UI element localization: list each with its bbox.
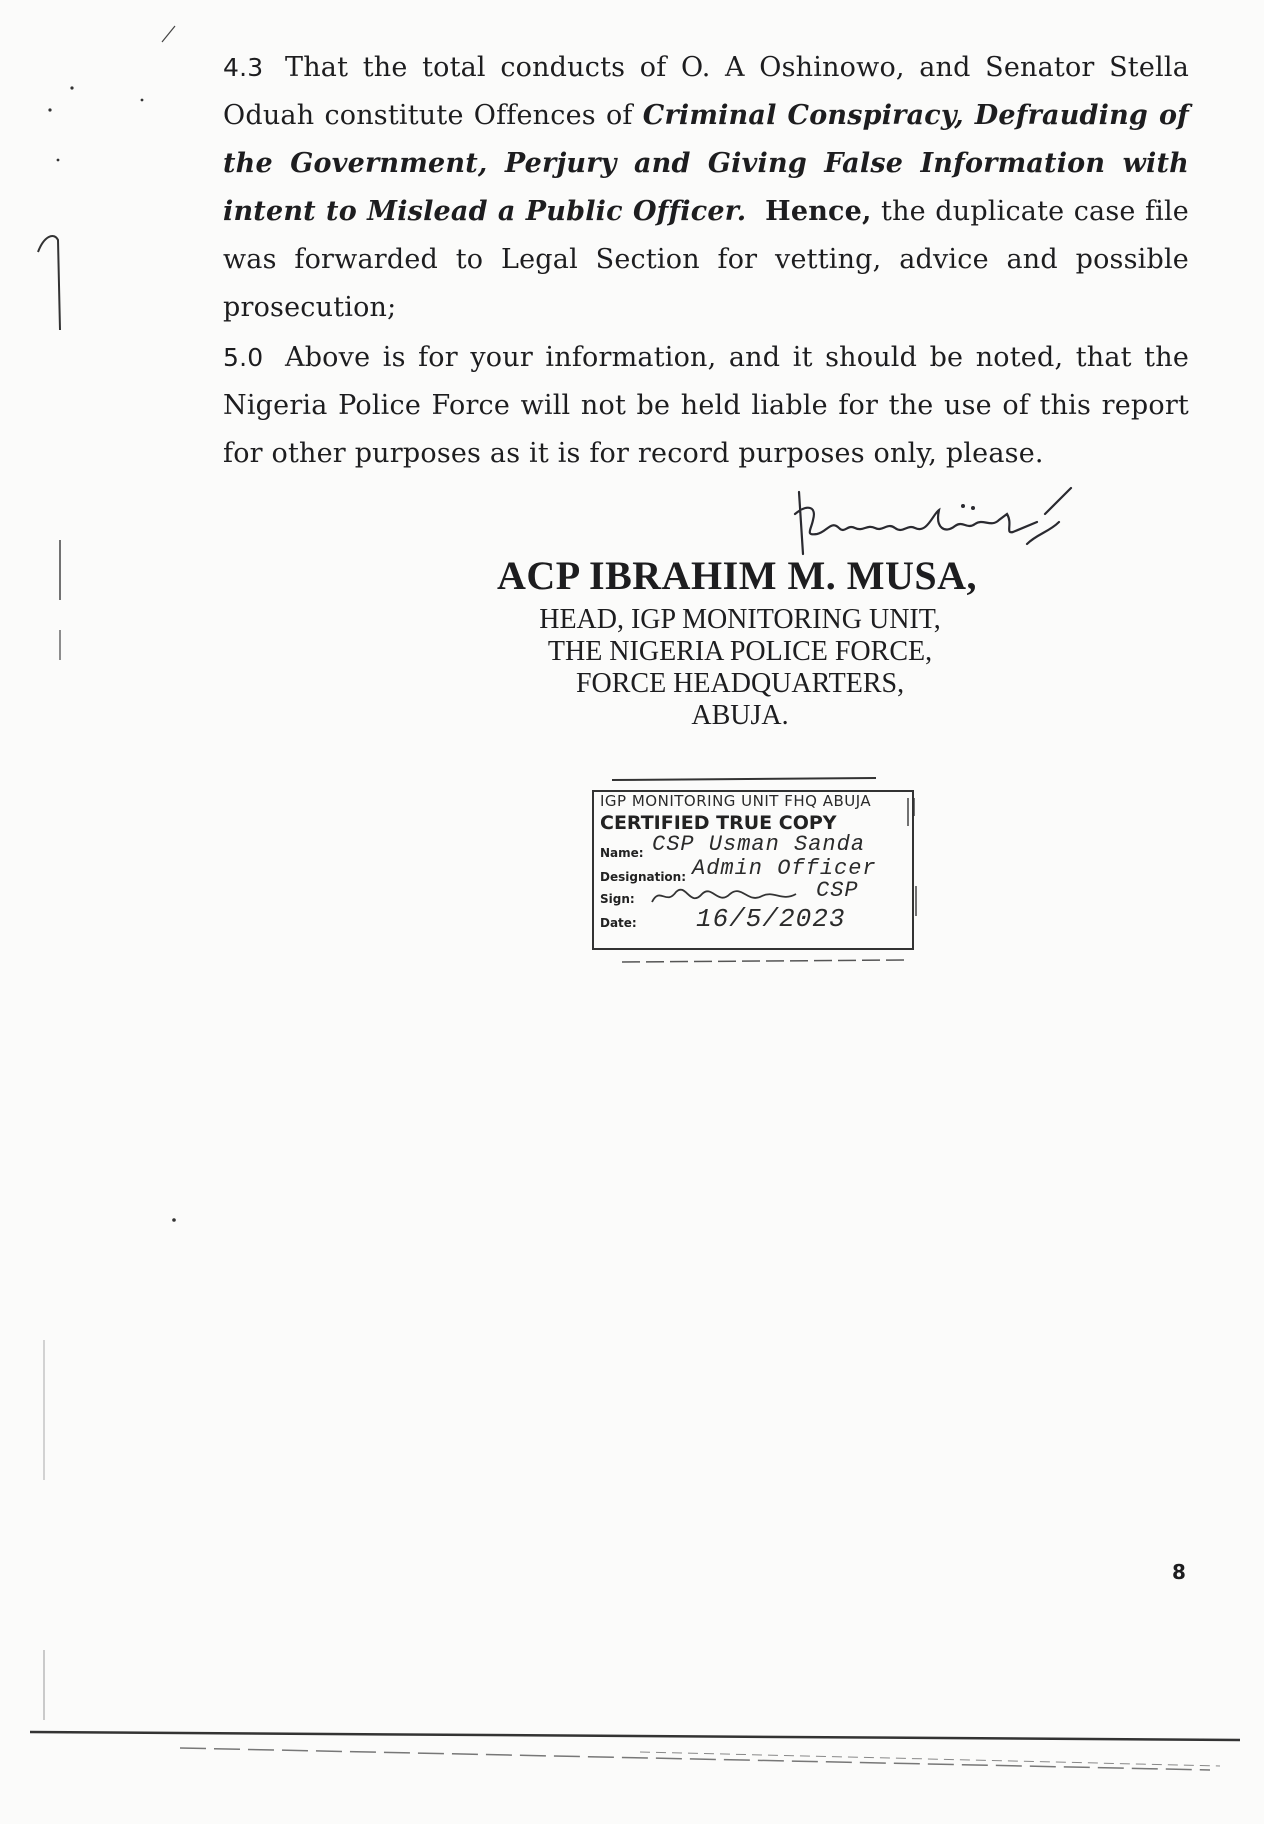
stamp-date-label: Date:	[600, 916, 637, 930]
certified-true-copy-stamp	[586, 776, 912, 956]
signatory-line-1: HEAD, IGP MONITORING UNIT,	[539, 604, 941, 635]
stamp-header: IGP MONITORING UNIT FHQ ABUJA	[600, 792, 872, 810]
stamp-sign-value: CSP	[816, 878, 859, 903]
signatory-line-4: ABUJA.	[691, 700, 789, 731]
signatory-details	[470, 604, 1010, 732]
paragraph-text: Above is for your information, and it should be noted, that the Nigeria Police Force will not be held liable for the use of this report for other purposes as it is for record purposes only, please.	[223, 342, 1189, 469]
signatory-line-3: FORCE HEADQUARTERS,	[575, 668, 905, 699]
paragraph-text-a: That the total conducts of O. A Oshinowo, and Senator Stella Oduah constitute Offences of	[223, 52, 1189, 131]
signatory-line-2: THE NIGERIA POLICE FORCE,	[547, 636, 933, 667]
stamp-designation-value: Admin Officer	[692, 856, 877, 881]
paragraph-5-0	[223, 334, 1189, 478]
offences-text: Criminal Conspiracy, Defrauding of the Government, Perjury and Giving False Information with intent to Mislead a Public Officer.	[223, 100, 1189, 227]
paragraph-number: 4.3	[223, 53, 264, 82]
stamp-name-label: Name:	[600, 846, 644, 860]
paragraph-4-3	[223, 44, 1189, 332]
hence-text: Hence,	[765, 196, 872, 227]
stamp-date-value: 16/5/2023	[696, 904, 846, 934]
signatory-name: ACP IBRAHIM M. MUSA,	[497, 553, 977, 598]
paragraph-text-b: the duplicate case file was forwarded to Legal Section for vetting, advice and possible prosecution;	[223, 196, 1189, 323]
stamp-sign-label: Sign:	[600, 892, 635, 906]
paragraph-number: 5.0	[223, 343, 264, 372]
stamp-designation-label: Designation:	[600, 870, 687, 884]
page-number: 8	[1172, 1560, 1186, 1584]
stamp-name-value: CSP Usman Sanda	[652, 832, 866, 857]
stamp-title: CERTIFIED TRUE COPY	[600, 812, 837, 834]
